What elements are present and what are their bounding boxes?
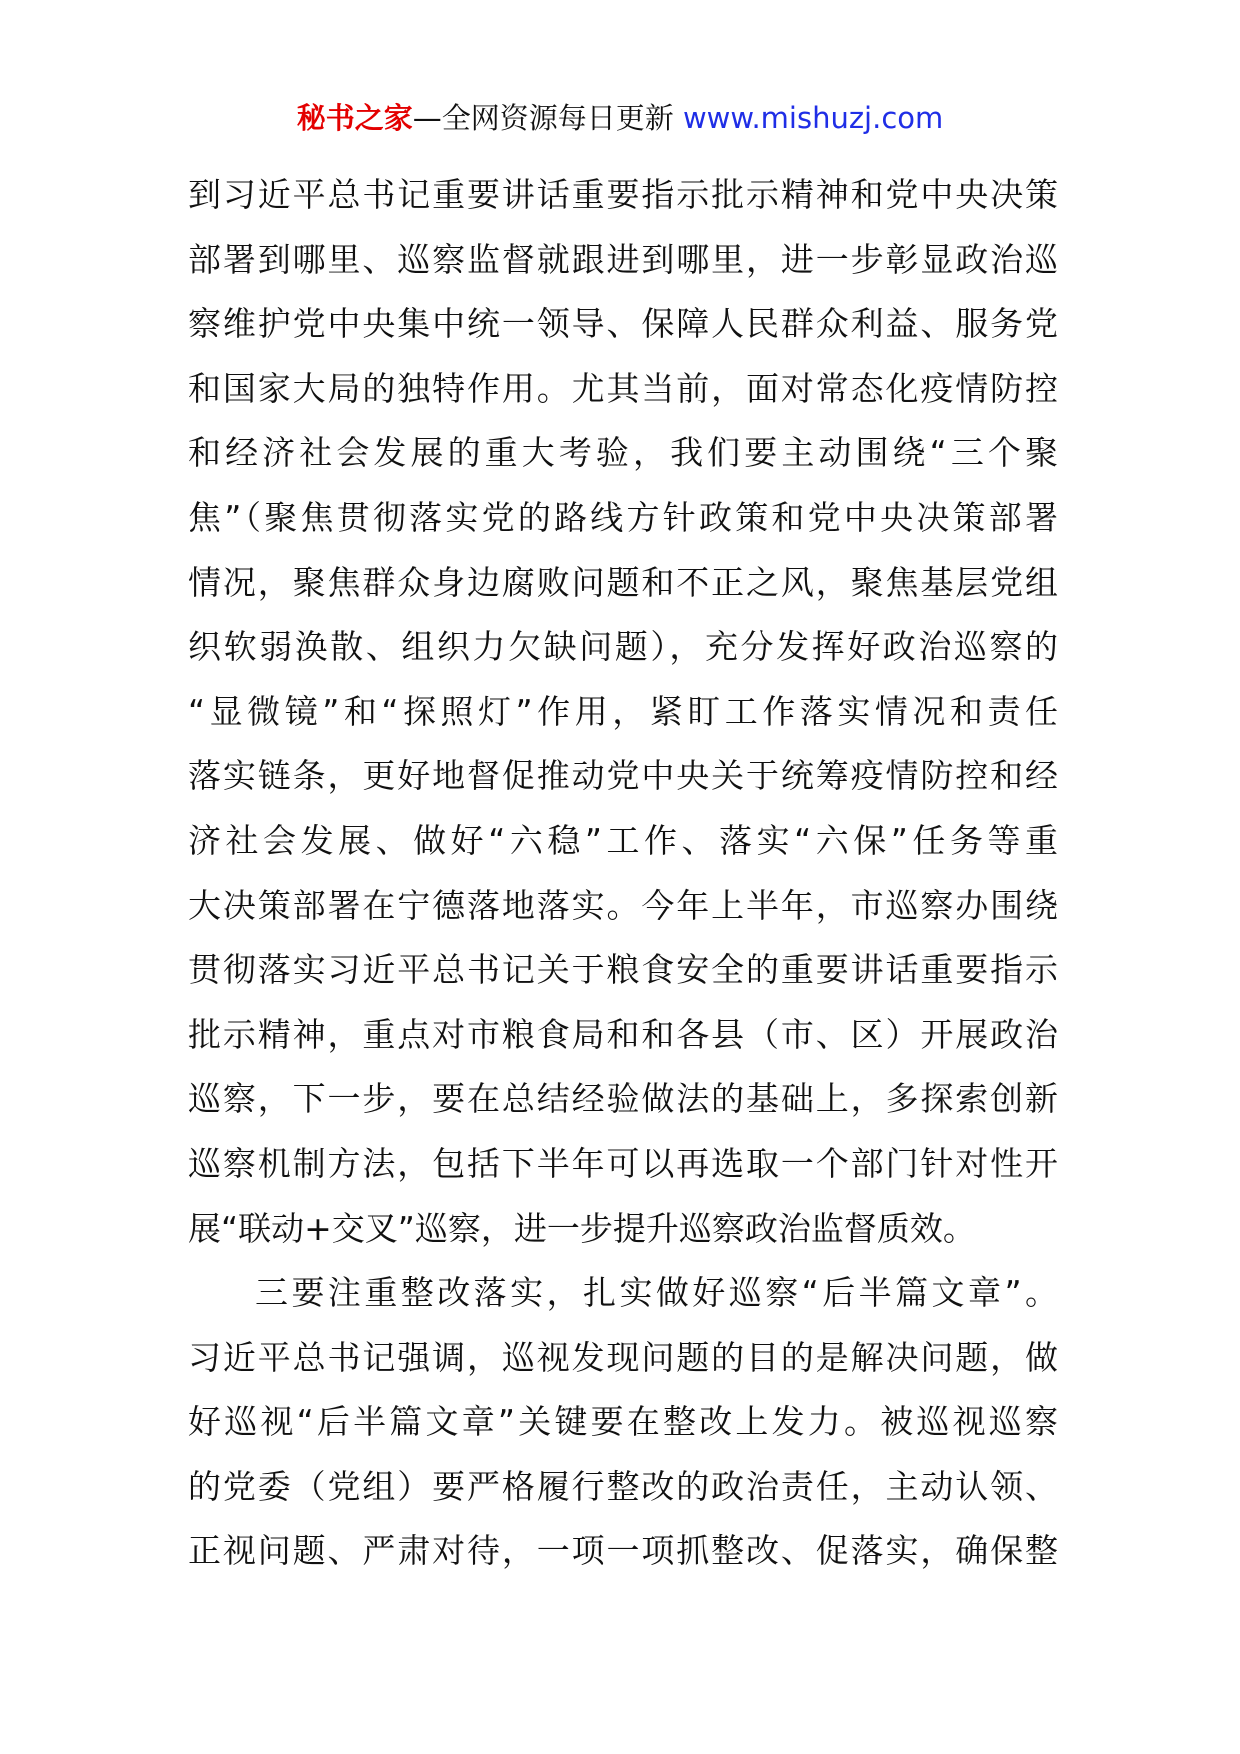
paragraph-start-line: 三要注重整改落实，扎实做好巡察“后半篇文章”。 bbox=[255, 1273, 1058, 1313]
text-line: 贯彻落实习近平总书记关于粮食安全的重要讲话重要指示 bbox=[188, 950, 1058, 990]
text-line: 和经济社会发展的重大考验，我们要主动围绕“三个聚 bbox=[188, 433, 1058, 473]
text-line: 巡察机制方法，包括下半年可以再选取一个部门针对性开 bbox=[188, 1143, 1058, 1183]
document-body bbox=[188, 163, 1058, 1584]
site-header bbox=[0, 98, 1240, 138]
text-line: 大决策部署在宁德落地落实。今年上半年，市巡察办围绕 bbox=[188, 885, 1058, 925]
text-line: 织软弱涣散、组织力欠缺问题），充分发挥好政治巡察的 bbox=[188, 627, 1058, 667]
text-line: 和国家大局的独特作用。尤其当前，面对常态化疫情防控 bbox=[188, 368, 1058, 408]
paragraph-end-line: 展“联动+交叉”巡察，进一步提升巡察政治监督质效。 bbox=[188, 1208, 976, 1248]
text-line: 到习近平总书记重要讲话重要指示批示精神和党中央决策 bbox=[188, 175, 1058, 214]
text-line: 焦”（聚焦贯彻落实党的路线方针政策和党中央决策部署 bbox=[188, 497, 1058, 537]
text-line: “显微镜”和“探照灯”作用，紧盯工作落实情况和责任 bbox=[188, 691, 1058, 731]
text-line: 济社会发展、做好“六稳”工作、落实“六保”任务等重 bbox=[188, 820, 1058, 860]
site-url-link[interactable]: www.mishuzj.com bbox=[682, 101, 944, 135]
text-line: 习近平总书记强调，巡视发现问题的目的是解决问题，做 bbox=[188, 1337, 1058, 1377]
site-brand: 秘书之家 bbox=[296, 101, 413, 135]
text-line: 落实链条，更好地督促推动党中央关于统筹疫情防控和经 bbox=[188, 756, 1058, 796]
text-line: 正视问题、严肃对待，一项一项抓整改、促落实，确保整 bbox=[188, 1531, 1058, 1571]
text-line: 察维护党中央集中统一领导、保障人民群众利益、服务党 bbox=[188, 304, 1058, 344]
text-line: 情况，聚焦群众身边腐败问题和不正之风，聚焦基层党组 bbox=[188, 562, 1058, 602]
text-line: 好巡视“后半篇文章”关键要在整改上发力。被巡视巡察 bbox=[188, 1402, 1058, 1442]
text-line: 的党委（党组）要严格履行整改的政治责任，主动认领、 bbox=[188, 1466, 1058, 1506]
text-line: 部署到哪里、巡察监督就跟进到哪里，进一步彰显政治巡 bbox=[188, 239, 1058, 279]
text-line: 巡察，下一步，要在总结经验做法的基础上，多探索创新 bbox=[188, 1079, 1058, 1119]
text-line: 批示精神，重点对市粮食局和和各县（市、区）开展政治 bbox=[188, 1014, 1058, 1054]
site-tagline: —全网资源每日更新 bbox=[412, 101, 683, 135]
